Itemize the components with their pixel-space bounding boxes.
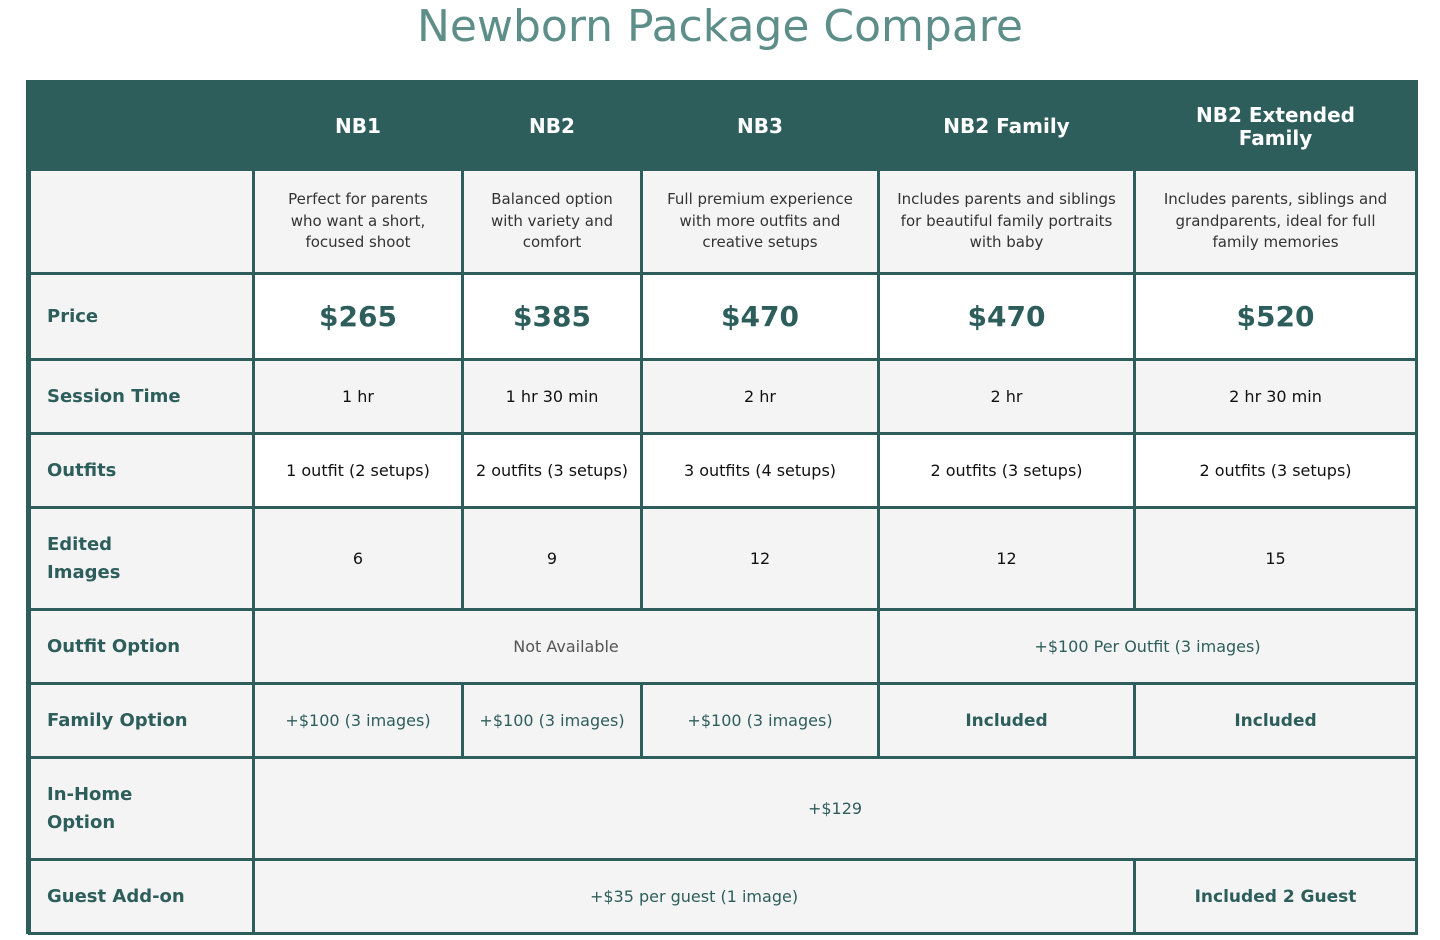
description-nb2-family: Includes parents and siblings for beautiful family portraits with baby xyxy=(879,170,1135,274)
edited-images-label xyxy=(30,508,254,610)
header-nb2-extended-family: NB2 Extended Family xyxy=(1135,84,1417,170)
guest-addon-per-guest: +$35 per guest (1 image) xyxy=(254,860,1135,934)
outfit-option-not-available: Not Available xyxy=(254,610,879,684)
edited-images-nb2-family: 12 xyxy=(879,508,1135,610)
description-nb1: Perfect for parents who want a short, focused shoot xyxy=(254,170,463,274)
family-option-label: Family Option xyxy=(30,684,254,758)
header-corner-cell xyxy=(30,84,254,170)
session-time-nb2-extended-family: 2 hr 30 min xyxy=(1135,360,1417,434)
header-nb3: NB3 xyxy=(642,84,879,170)
outfits-nb2-extended-family: 2 outfits (3 setups) xyxy=(1135,434,1417,508)
edited-images-row xyxy=(30,508,1417,610)
outfit-option-label: Outfit Option xyxy=(30,610,254,684)
price-label: Price xyxy=(30,274,254,360)
session-time-nb3: 2 hr xyxy=(642,360,879,434)
session-time-nb1: 1 hr xyxy=(254,360,463,434)
session-time-nb2-family: 2 hr xyxy=(879,360,1135,434)
price-nb2-extended-family: $520 xyxy=(1135,274,1417,360)
in-home-option-row xyxy=(30,758,1417,860)
family-option-row xyxy=(30,684,1417,758)
session-time-row xyxy=(30,360,1417,434)
in-home-option-label xyxy=(30,758,254,860)
description-nb3: Full premium experience with more outfits and creative setups xyxy=(642,170,879,274)
edited-images-nb2: 9 xyxy=(463,508,642,610)
outfits-nb1: 1 outfit (2 setups) xyxy=(254,434,463,508)
outfit-option-per-outfit: +$100 Per Outfit (3 images) xyxy=(879,610,1417,684)
header-nb2: NB2 xyxy=(463,84,642,170)
price-nb2-family: $470 xyxy=(879,274,1135,360)
session-time-label: Session Time xyxy=(30,360,254,434)
family-option-nb2: +$100 (3 images) xyxy=(463,684,642,758)
price-row xyxy=(30,274,1417,360)
comparison-table-frame xyxy=(26,80,1418,934)
header-nb2-family: NB2 Family xyxy=(879,84,1135,170)
header-row xyxy=(30,84,1417,170)
outfits-nb2: 2 outfits (3 setups) xyxy=(463,434,642,508)
description-label-cell xyxy=(30,170,254,274)
price-nb1: $265 xyxy=(254,274,463,360)
guest-addon-extended: Included 2 Guest xyxy=(1135,860,1417,934)
guest-addon-label: Guest Add-on xyxy=(30,860,254,934)
in-home-option-value: +$129 xyxy=(254,758,1417,860)
price-nb2: $385 xyxy=(463,274,642,360)
header-nb1: NB1 xyxy=(254,84,463,170)
family-option-nb1: +$100 (3 images) xyxy=(254,684,463,758)
guest-addon-row xyxy=(30,860,1417,934)
package-comparison-table xyxy=(28,82,1418,935)
outfits-nb2-family: 2 outfits (3 setups) xyxy=(879,434,1135,508)
page-title: Newborn Package Compare xyxy=(417,1,1023,52)
price-nb3: $470 xyxy=(642,274,879,360)
in-home-option-label-text: In-Home Option xyxy=(47,783,133,833)
edited-images-nb1: 6 xyxy=(254,508,463,610)
family-option-nb3: +$100 (3 images) xyxy=(642,684,879,758)
session-time-nb2: 1 hr 30 min xyxy=(463,360,642,434)
description-nb2: Balanced option with variety and comfort xyxy=(463,170,642,274)
family-option-nb2-family: Included xyxy=(879,684,1135,758)
outfit-option-row xyxy=(30,610,1417,684)
edited-images-nb3: 12 xyxy=(642,508,879,610)
edited-images-nb2-extended-family: 15 xyxy=(1135,508,1417,610)
description-nb2-extended-family: Includes parents, siblings and grandparents, ideal for full family memories xyxy=(1135,170,1417,274)
edited-images-label-text: Edited Images xyxy=(47,533,121,583)
outfits-nb3: 3 outfits (4 setups) xyxy=(642,434,879,508)
outfits-row xyxy=(30,434,1417,508)
family-option-nb2-extended-family: Included xyxy=(1135,684,1417,758)
description-row xyxy=(30,170,1417,274)
outfits-label: Outfits xyxy=(30,434,254,508)
